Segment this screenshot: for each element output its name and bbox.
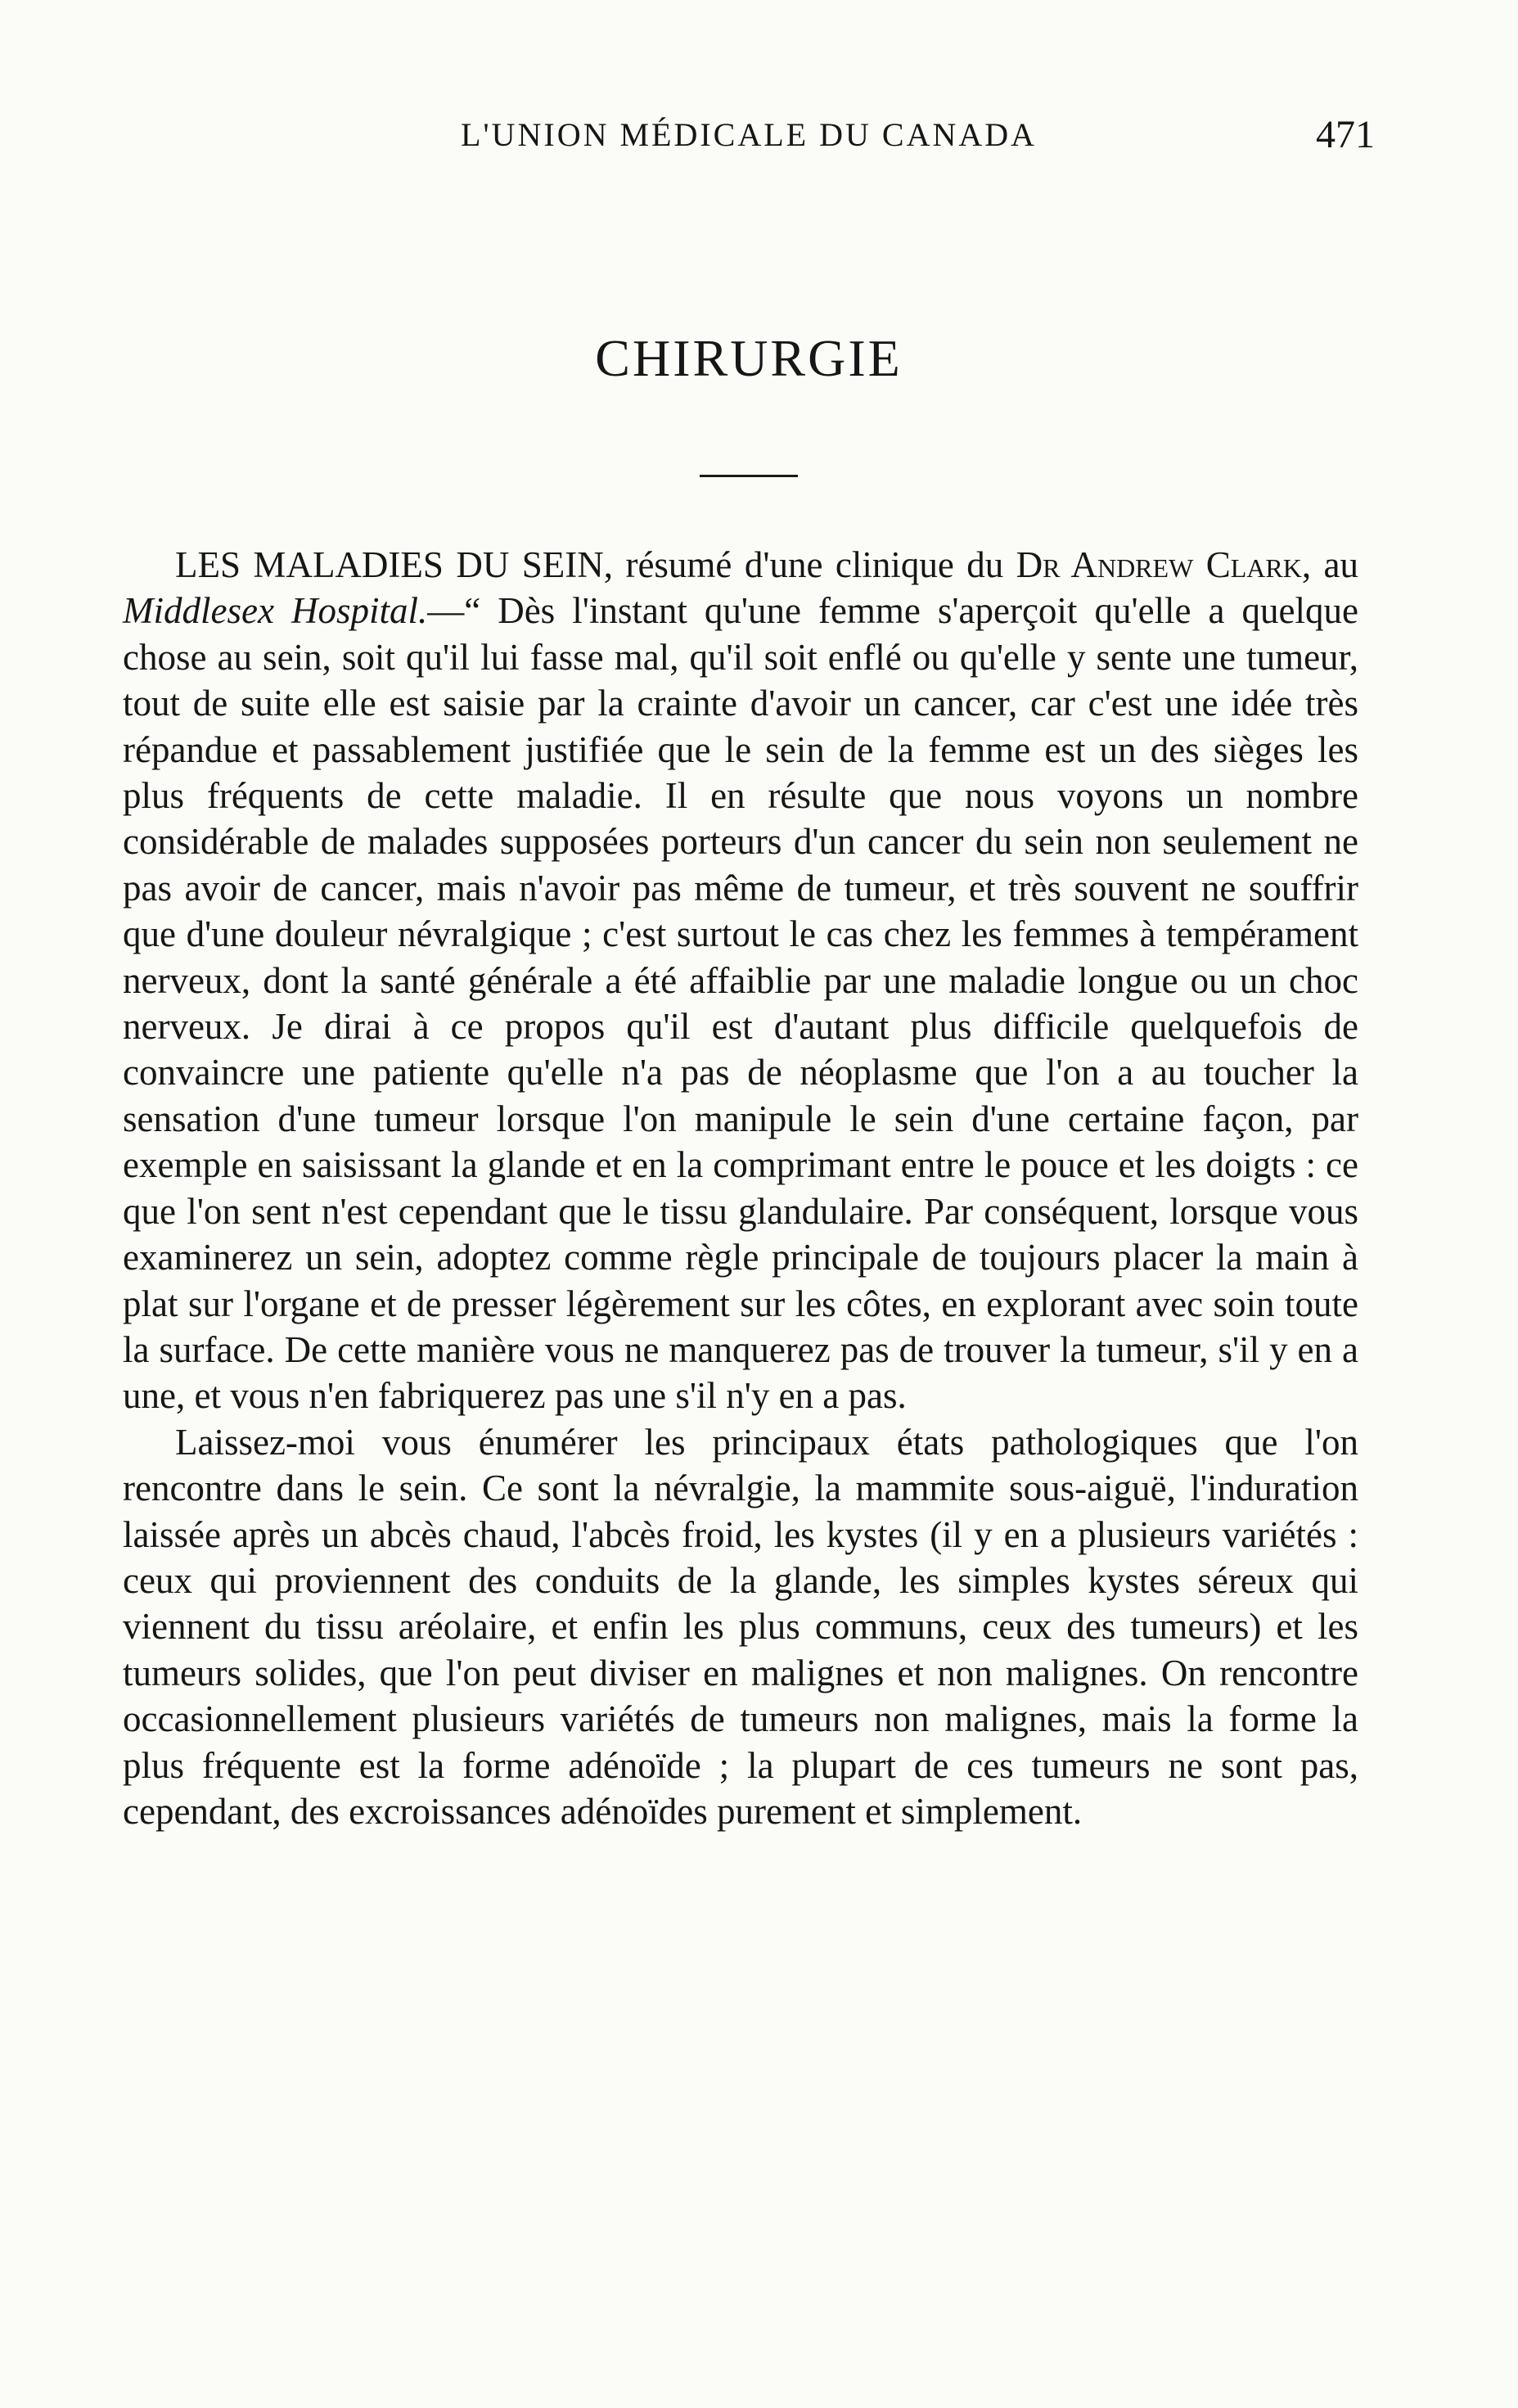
- article-body: [123, 542, 1358, 1834]
- hospital-name: Middlesex Hospital.: [123, 590, 428, 632]
- paragraph-1-body: —“ Dès l'instant qu'une femme s'aperçoit qu'elle a quelque chose au sein, soit qu'il lui fasse mal, qu'il soit enflé ou qu'elle y sente une tumeur, tout de suite elle est saisie par la crainte d'avoir un cancer, car c'est une idée très répandue et passablement justifiée que le sein de la femme est un des sièges les plus fréquents de cette maladie. Il en résulte que nous voyons un nombre considérable de malades supposées porteurs d'un cancer du sein non seulement ne pas avoir de cancer, mais n'avoir pas même de tumeur, et très souvent ne souffrir que d'une douleur névralgique ; c'est surtout le cas chez les femmes à tempérament nerveux, dont la santé générale a été affaiblie par une maladie longue ou un choc nerveux. Je dirai à ce propos qu'il est d'autant plus difficile quelquefois de convaincre une patiente qu'elle n'a pas de néoplasme que l'on a au toucher la sensation d'une tumeur lorsque l'on manipule le sein d'une certaine façon, par exemple en saisissant la glande et en la comprimant entre le pouce et les doigts : ce que l'on sent n'est cependant que le tissu glandulaire. Par conséquent, lorsque vous examinerez un sein, adoptez comme règle principale de toujours placer la main à plat sur l'organe et de presser légèrement sur les côtes, en explorant avec soin toute la surface. De cette manière vous ne manquerez pas de trouver la tumeur, s'il y en a une, et vous n'en fabriquerez pas une s'il n'y en a pas.: [123, 590, 1358, 1417]
- article-title-rest: , résumé d'une clinique du: [603, 544, 1016, 585]
- paragraph-2: Laissez-moi vous énumérer les principaux états pathologiques que l'on rencontre dans le sein. Ce sont la névralgie, la mammite sous-aiguë, l'induration laissée après un abcès chaud, l'abcès froid, les kystes (il y en a plusieurs variétés : ceux qui proviennent des conduits de la glande, les simples kystes séreux qui viennent du tissu aréolaire, et enfin les plus communs, ceux des tumeurs) et les tumeurs solides, que l'on peut diviser en malignes et non malignes. On rencontre occasionnellement plusieurs variétés de tumeurs non malignes, mais la forme la plus fréquente est la forme adénoïde ; la plupart de ces tumeurs ne sont pas, cependant, des excroissances adénoïdes purement et simplement.: [123, 1421, 1358, 1832]
- section-divider: [700, 475, 798, 477]
- article-title: LES MALADIES DU SEIN: [175, 544, 604, 585]
- journal-title: L'UNION MÉDICALE DU CANADA: [460, 116, 1038, 153]
- article-author: Dr Andrew Clark: [1016, 544, 1302, 585]
- page-number: 471: [1316, 113, 1375, 156]
- section-title: CHIRURGIE: [595, 329, 903, 387]
- paragraph-1: [123, 542, 1358, 1419]
- running-head: [123, 110, 1375, 160]
- author-separator: , au: [1301, 544, 1358, 585]
